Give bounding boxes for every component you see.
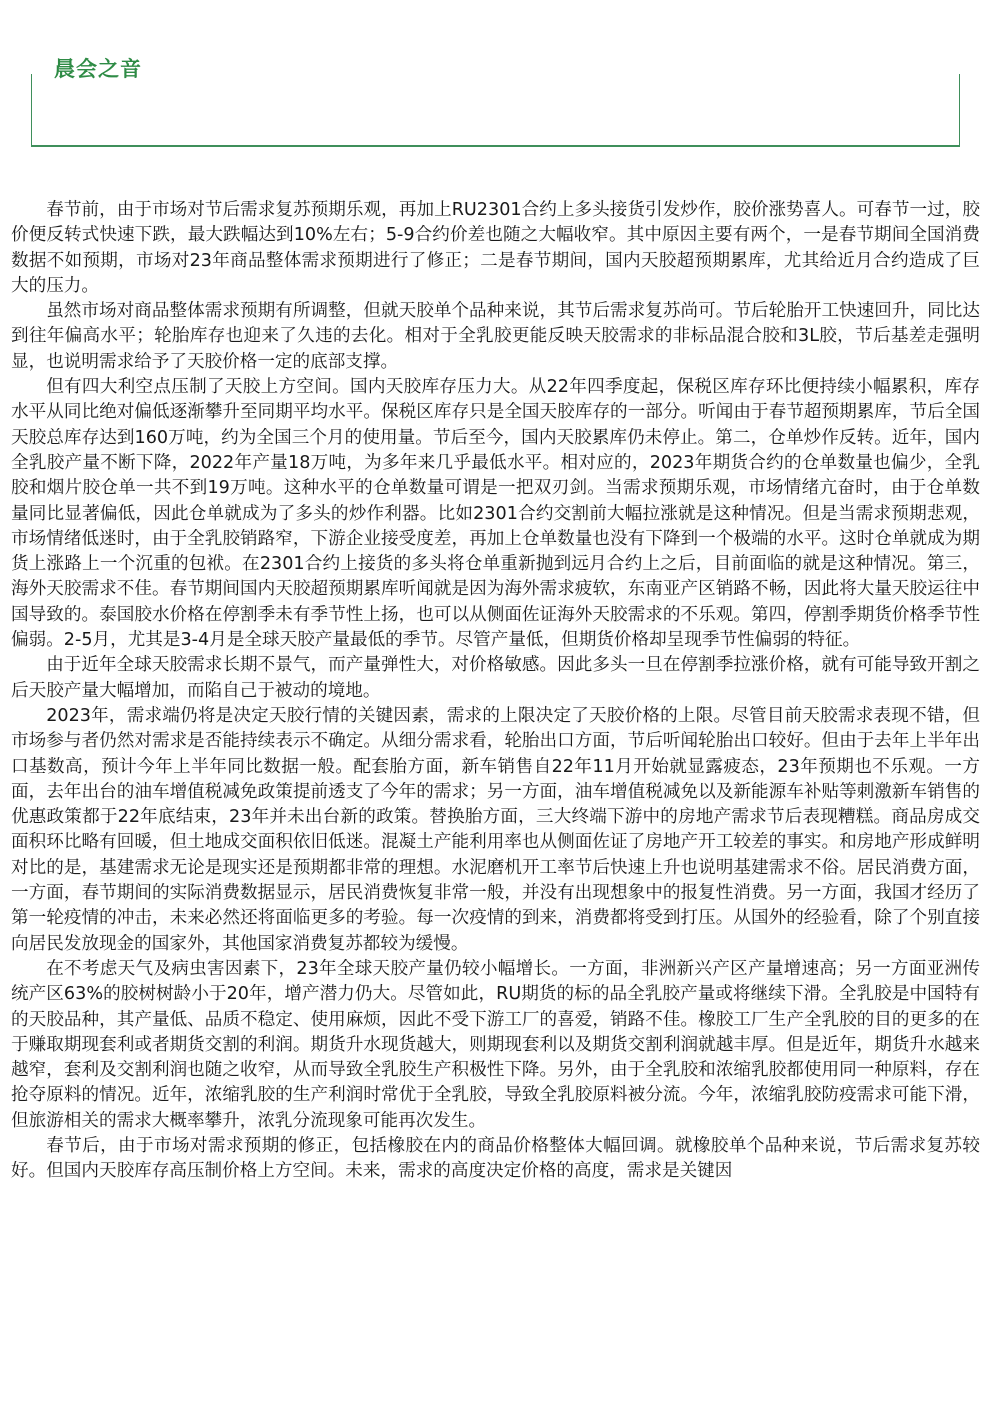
paragraph: 但有四大利空点压制了天胶上方空间。国内天胶库存压力大。从22年四季度起，保税区库存环比便持续小幅累积，库存水平从同比绝对偏低逐渐攀升至同期平均水平。保税区库存只是全国天胶库存的一部分。听闻由于春节超预期累库，节后全国天胶总库存达到160万吨，约为全国三个月的使用量。节后至今，国内天胶累库仍未停止。第二，仓单炒作反转。近年，国内全乳胶产量不断下降，2022年产量18万吨，为多年来几乎最低水平。相对应的，2023年期货合约的仓单数量也偏少，全乳胶和烟片胶仓单一共不到19万吨。这种水平的仓单数量可谓是一把双刃剑。当需求预期乐观，市场情绪亢奋时，由于仓单数量同比显著偏低，因此仓单就成为了多头的炒作利器。比如2301合约交割前大幅拉涨就是这种情况。但是当需求预期悲观，市场情绪低迷时，由于全乳胶销路窄，下游企业接受度差，再加上仓单数量也没有下降到一个极端的水平。这时仓单就成为期货上涨路上一个沉重的包袱。在2301合约上接货的多头将仓单重新抛到远月合约上之后，目前面临的就是这种情况。第三，海外天胶需求不佳。春节期间国内天胶超预期累库听闻就是因为海外需求疲软，东南亚产区销路不畅，因此将大量天胶运往中国导致的。泰国胶水价格在停割季未有季节性上扬，也可以从侧面佐证海外天胶需求的不乐观。第四，停割季期货价格季节性偏弱。2-5月，尤其是3-4月是全球天胶产量最低的季节。尽管产量低，但期货价格却呈现季节性偏弱的特征。 [11, 377, 980, 651]
paragraph: 春节后，由于市场对需求预期的修正，包括橡胶在内的商品价格整体大幅回调。就橡胶单个品种来说，节后需求复苏较好。但国内天胶库存高压制价格上方空间。未来，需求的高度决定价格的高度，需求是关键因 [11, 1135, 980, 1182]
paragraph: 由于近年全球天胶需求长期不景气，而产量弹性大，对价格敏感。因此多头一旦在停割季拉涨价格，就有可能导致开割之后天胶产量大幅增加，而陷自己于被动的境地。 [11, 655, 980, 701]
article-body [11, 198, 980, 1185]
paragraph: 虽然市场对商品整体需求预期有所调整，但就天胶单个品种来说，其节后需求复苏尚可。节后轮胎开工快速回升，同比达到往年偏高水平；轮胎库存也迎来了久违的去化。相对于全乳胶更能反映天胶需求的非标品混合胶和3L胶，节后基差走强明显，也说明需求给予了天胶价格一定的底部支撑。 [11, 301, 980, 372]
paragraph: 2023年，需求端仍将是决定天胶行情的关键因素，需求的上限决定了天胶价格的上限。尽管目前天胶需求表现不错，但市场参与者仍然对需求是否能持续表示不确定。从细分需求看，轮胎出口方面，节后听闻轮胎出口较好。但由于去年上半年出口基数高，预计今年上半年同比数据一般。配套胎方面，新车销售自22年11月开始就显露疲态，23年预期也不乐观。一方面，去年出台的油车增值税减免政策提前透支了今年的需求；另一方面，油车增值税减免以及新能源车补贴等刺激新车销售的优惠政策都于22年底结束，23年并未出台新的政策。替换胎方面，三大终端下游中的房地产需求节后表现糟糕。商品房成交面积环比略有回暖，但土地成交面积依旧低迷。混凝土产能利用率也从侧面佐证了房地产开工较差的事实。和房地产形成鲜明对比的是，基建需求无论是现实还是预期都非常的理想。水泥磨机开工率节后快速上升也说明基建需求不俗。居民消费方面，一方面，春节期间的实际消费数据显示，居民消费恢复非常一般，并没有出现想象中的报复性消费。另一方面，我国才经历了第一轮疫情的冲击，未来必然还将面临更多的考验。每一次疫情的到来，消费都将受到打压。从国外的经验看，除了个别直接向居民发放现金的国家外，其他国家消费复苏都较为缓慢。 [11, 705, 980, 954]
page-title: 晨会之音 [54, 57, 142, 81]
header-box [31, 74, 960, 147]
paragraph: 在不考虑天气及病虫害因素下，23年全球天胶产量仍较小幅增长。一方面，非洲新兴产区产量增速高；另一方面亚洲传统产区63%的胶树树龄小于20年，增产潜力仍大。尽管如此，RU期货的标的品全乳胶产量或将继续下滑。全乳胶是中国特有的天胶品种，其产量低、品质不稳定、使用麻烦，因此不受下游工厂的喜爱，销路不佳。橡胶工厂生产全乳胶的目的更多的在于赚取期现套利或者期货交割的利润。期货升水现货越大，则期现套利以及期货交割利润就越丰厚。但是近年，期货升水越来越窄，套利及交割利润也随之收窄，从而导致全乳胶生产积极性下降。另外，由于全乳胶和浓缩乳胶都使用同一种原料，存在抢夺原料的情况。近年，浓缩乳胶的生产利润时常优于全乳胶，导致全乳胶原料被分流。今年，浓缩乳胶防疫需求可能下滑，但旅游相关的需求大概率攀升，浓乳分流现象可能再次发生。 [11, 958, 980, 1131]
paragraph: 春节前，由于市场对节后需求复苏预期乐观，再加上RU2301合约上多头接货引发炒作，胶价涨势喜人。可春节一过，胶价便反转式快速下跌，最大跌幅达到10%左右；5-9合约价差也随之大幅收窄。其中原因主要有两个，一是春节期间全国消费数据不如预期，市场对23年商品整体需求预期进行了修正；二是春节期间，国内天胶超预期累库，尤其给近月合约造成了巨大的压力。 [11, 200, 980, 296]
